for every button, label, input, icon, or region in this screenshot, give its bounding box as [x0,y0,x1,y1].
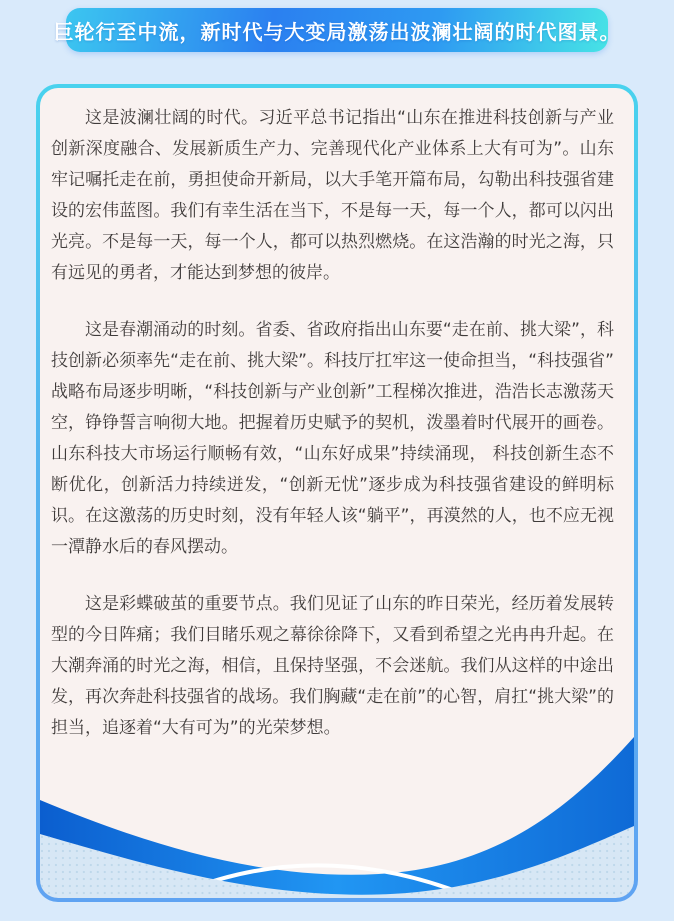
wave-decoration [40,730,634,898]
wave-illustration [40,730,634,898]
paragraph-3: 这是彩蝶破茧的重要节点。我们见证了山东的昨日荣光，经历着发展转型的今日阵痛；我们目睹乐观之幕徐徐降下，又看到希望之光冉冉升起。在大潮奔涌的时光之海，相信，且保持坚强，不会迷航。我们从这样的中途出发，再次奔赴科技强省的战场。我们胸藏“走在前”的心智，肩扛“挑大梁”的担当，追逐着“大有可为”的光荣梦想。 [51,594,614,738]
article-card-frame [36,84,638,902]
paragraph-2: 这是春潮涌动的时刻。省委、省政府指出山东要“走在前、挑大梁”，科技创新必须率先“走在前、挑大梁”。科技厅扛牢这一使命担当，“科技强省” 战略布局逐步明晰，“科技创新与产业创新”工程梯次推进，浩浩长志激荡天空，铮铮誓言响彻大地。把握着历史赋予的契机，泼墨着时代展开的画卷。山东科技大市场运行顺畅有效，“山东好成果”持续涌现， 科技创新生态不断优化，创新活力持续迸发，“创新无忧”逐步成为科技强省建设的鲜明标识。在这激荡的历史时刻，没有年轻人该“躺平”，再漠然的人，也不应无视一潭静水后的春风摆动。 [51,320,614,557]
header-banner-title: 巨轮行至中流，新时代与大变局激荡出波澜壮阔的时代图景。 [53,19,621,44]
header-banner [53,8,621,52]
paragraph-1: 这是波澜壮阔的时代。习近平总书记指出“山东在推进科技创新与产业创新深度融合、发展新质生产力、完善现代化产业体系上大有可为”。山东牢记嘱托走在前，勇担使命开新局，以大手笔开篇布局，勾勒出科技强省建设的宏伟蓝图。我们有幸生活在当下，不是每一天，每一个人，都可以闪出光亮。不是每一天，每一个人，都可以热烈燃烧。在这浩瀚的时光之海，只有远见的勇者，才能达到梦想的彼岸。 [51,108,614,283]
article-card [40,88,634,898]
article-body [40,88,634,744]
